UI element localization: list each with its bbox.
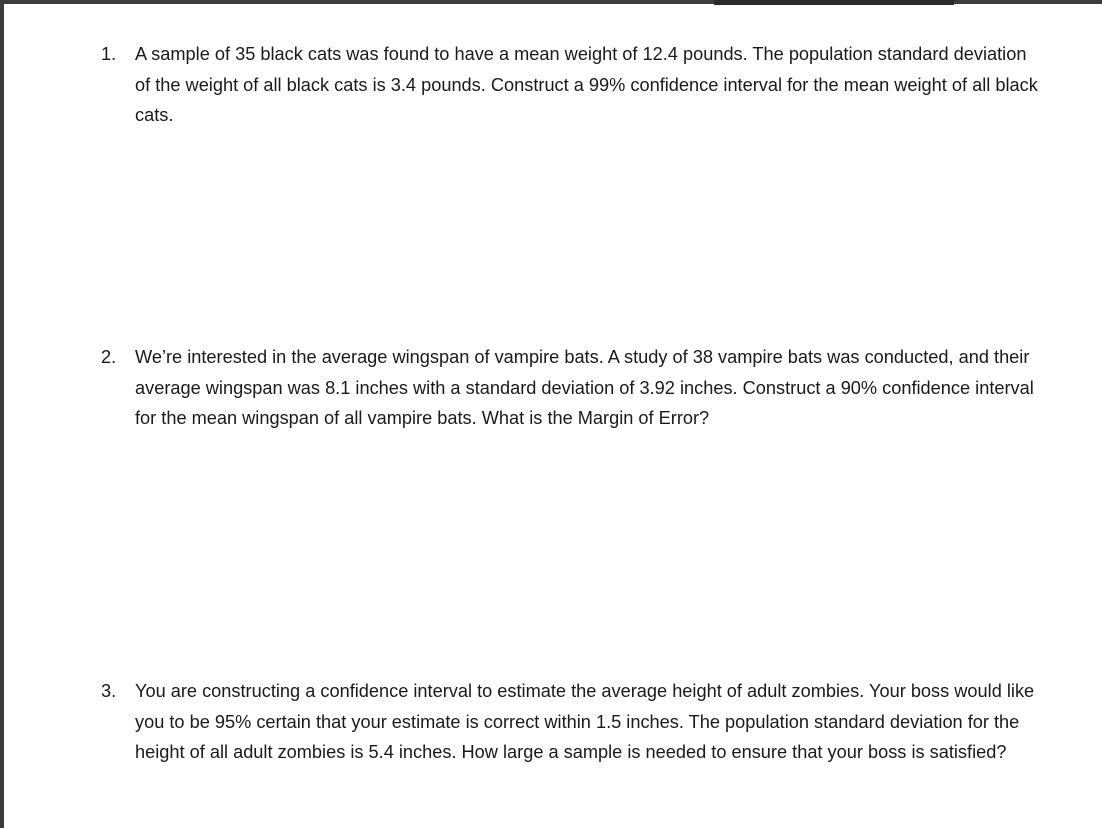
question-text: We’re interested in the average wingspan of vampire bats. A study of 38 vampire bats was conducted, and their average wingspan was 8.1 inches with a standard deviation of 3.92 inches. Construct a 90% confidence interval for the mean wingspan of all vampire bats. What is the Margin of Error? — [135, 347, 1034, 428]
question-number: 3. — [101, 681, 117, 701]
question-text: You are constructing a confidence interval to estimate the average height of adult zombies. Your boss would like you to be 95% certain that your estimate is correct within 1.5 inches. The population standard deviation for the height of all adult zombies is 5.4 inches. How large a sample is needed to ensure that your boss is satisfied? — [135, 681, 1035, 762]
page-frame-top-accent — [714, 0, 954, 5]
question-text: A sample of 35 black cats was found to have a mean weight of 12.4 pounds. The population standard deviation of the weight of all black cats is 3.4 pounds. Construct a 99% confidence interval for the mean weight of all black cats. — [135, 44, 1038, 125]
question-number: 1. — [101, 44, 117, 64]
question-2 — [101, 342, 1041, 434]
question-1 — [101, 39, 1041, 131]
question-3 — [101, 676, 1041, 768]
question-number: 2. — [101, 347, 117, 367]
page-frame-left — [0, 0, 4, 828]
